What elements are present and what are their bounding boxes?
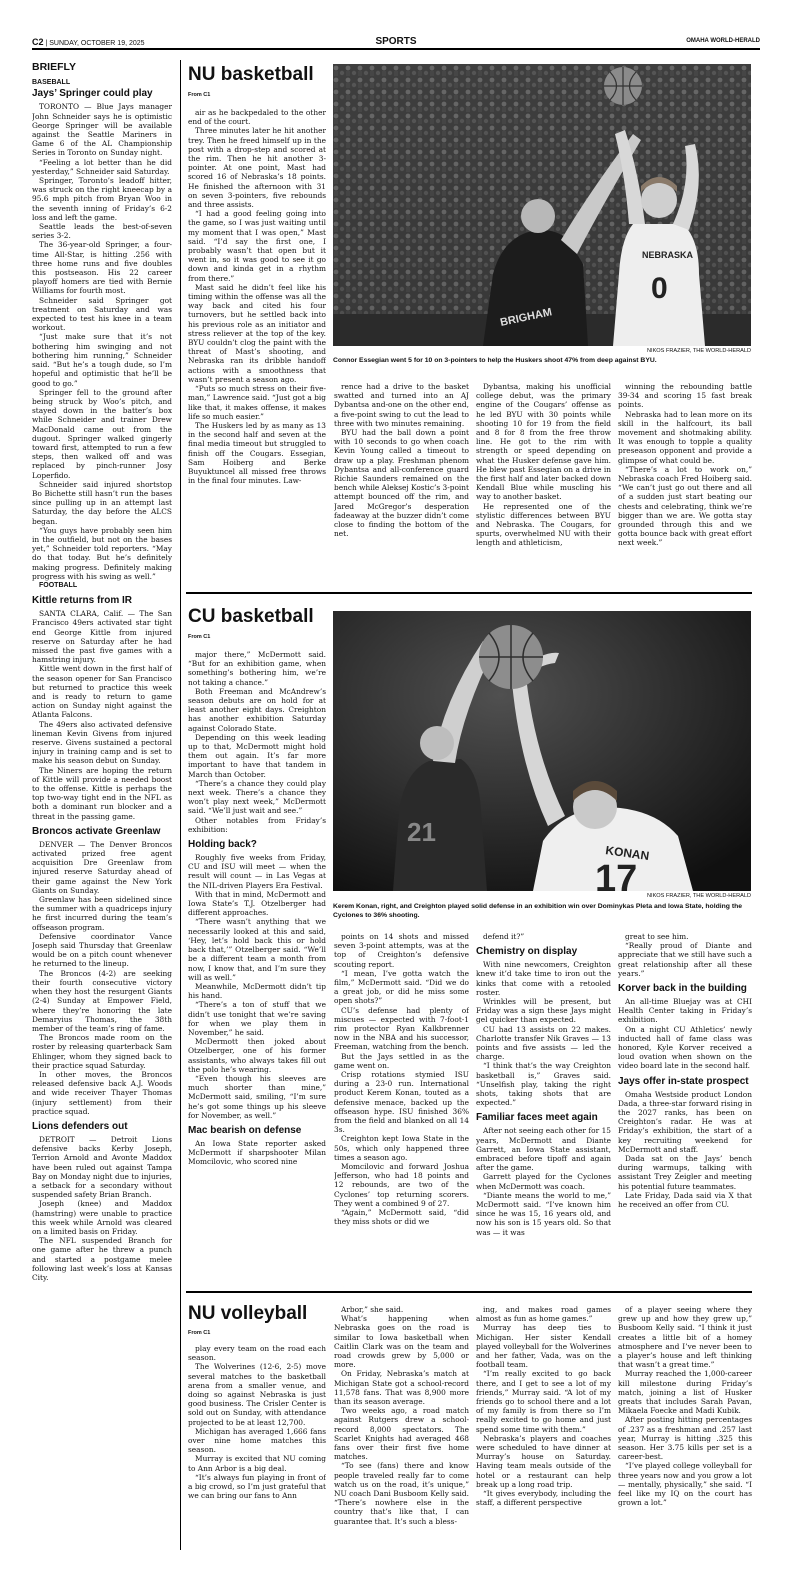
paragraph: After posting hitting percentages of .237 as a freshman and .257 last year, Murray is hitting .325 this season. Her 3.75 kills per set is a career-best. [618,1415,752,1462]
section-title-nu-basketball: NU basketball [188,64,314,85]
paragraph: play every team on the road each season. [188,1344,326,1363]
cu-bb-holding-back-text [188,853,326,1120]
paragraph: The Broncos made room on the roster by releasing quarterback Sam Ehlinger, whom they signed back to their practice squad Saturday. [32,1033,172,1070]
paragraph: The NFL suspended Branch for one game after he threw a punch and started a postgame melee following last week’s loss at Kansas City. [32,1236,172,1282]
paragraph: of a player seeing where they grew up and how they grew up,” Busboom Kelly said. “I think it just creates a little bit of a homey atmosphere and I’ve never been to a player’s house and left thinking that wasn’t a great time.” [618,1305,752,1370]
paragraph: McDermott then joked about Otzelberger, one of his former assistants, who always takes fill out the polo he’s wearing. [188,1037,326,1074]
paragraph: In other moves, the Broncos released defensive back A.J. Woods and wide receiver Thayer Thomas (injury settlement) from their practice squad. [32,1069,172,1116]
paragraph: great to see him. [625,932,689,941]
paragraph: Springer, Toronto’s leadoff hitter, was struck on the right kneecap by a 95.6 mph pitch from Bryan Woo in the seventh inning of Friday’s 6-2 loss and left the game. [32,176,172,222]
nu-bb-col1 [188,108,326,573]
paragraph: Both Freeman and McAndrew’s season debuts are on hold for at least another eight days. Creighton has another exhibition Saturday against Colorado State. [188,686,326,733]
paragraph: What’s happening when Nebraska goes on the road is similar to Iowa basketball when Caitlin Clark was on the team and road crowds grew by 5,000 or more. [334,1314,469,1370]
paragraph: air as he backpedaled to the other end of the court. [188,108,326,127]
headline-korver: Korver back in the building [618,983,747,995]
paragraph: On a night CU Athletics’ newly inducted hall of fame class was honored, Kyle Korver received a loud ovation when shown on the video board late in the second half. [618,1024,752,1071]
paragraph: Greenlaw has been sidelined since the summer with a quadriceps injury he first incurred during the team’s offseason program. [32,895,172,932]
paragraph: SANTA CLARA, Calif. — The San Francisco 49ers activated star tight end George Kittle from injured reserve on Saturday after he had missed the past five games with a hamstring injury. [32,609,172,665]
cu-bb-col1-intro [188,650,326,834]
paragraph: TORONTO — Blue Jays manager John Schneider says he is optimistic George Springer will be available against the Seattle Mariners in Game 6 of the AL Championship Series in Toronto on Sunday night. [32,102,172,158]
paragraph: “To see (fans) there and know people traveled really far to come watch us on the road, it’s unique,” NU coach Dani Busboom Kelly said. “There’s nowhere else in the country that’s like that, I can guarantee that. It’s such a bless- [334,1461,469,1526]
paragraph: “There’s a lot to work on,” Nebraska coach Fred Hoiberg said. “We can’t just go out there and all of a sudden just start beating our chests and celebrating, think we’re bigger than we are. We gotta stay grounded through this and we gotta bounce back with great effort next week.” [618,464,752,548]
paragraph: “I think that’s the way Creighton basketball is,” Graves said. “Unselfish play, taking the right shots, taking shots that are expected.” [476,1061,611,1108]
paragraph: The 49ers also activated defensive lineman Kevin Givens from injured reserve. Givens sustained a pectoral injury in training camp and is set to make his season debut on Sunday. [32,719,172,766]
headline-greenlaw: Broncos activate Greenlaw [32,825,161,837]
paragraph: Murray reached the 1,000-career kill milestone during Friday’s match, joining a list of Husker greats that includes Sarah Pavan, Mikaela Foecke and Madi Kubik. [618,1369,752,1416]
paragraph: With nine newcomers, Creighton knew it’d take time to iron out the kinks that come with a retooled roster. [476,960,611,997]
cu-bb-photo-caption: Kerem Konan, right, and Creighton played solid defense in an exhibition win over Dominykas Pleta and Iowa State, holding the Cyclones to 36% shooting. [333,903,743,919]
headline-mac-bearish: Mac bearish on defense [188,1124,302,1136]
paragraph: Creighton kept Iowa State in the 50s, which only happened three times a season ago. [334,1134,469,1162]
paragraph: Other notables from Friday’s exhibition: [188,815,326,834]
section-title-nu-volleyball: NU volleyball [188,1303,308,1324]
paragraph: “Puts so much stress on their five-man,” Lawrence said. “Just got a big like that, it makes offense, it makes life so much easier.” [188,384,326,421]
nu-bb-photo-caption: Connor Essegian went 5 for 10 on 3-pointers to help the Huskers shoot 47% from deep against BYU. [333,357,657,364]
paragraph: But the Jays settled in as the game went on. [334,1051,469,1070]
cu-bb-photo-credit: NIKOS FRAZIER, THE WORLD-HERALD [646,893,751,899]
from-c1-label-cu: From C1 [188,634,211,640]
paragraph: On Friday, Nebraska’s match at Michigan State got a school-record 11,578 fans. That was 8,900 more than its season average. [334,1369,469,1407]
headline-kittle: Kittle returns from IR [32,595,133,607]
konan-jersey-text: KONAN [604,843,651,864]
briefly-column [32,62,172,1548]
paragraph: CU had 13 assists on 22 makes. Charlotte transfer Nik Graves — 13 points and five assists — led the charge. [476,1024,611,1062]
paragraph: CU’s defense had plenty of miscues — expected with 7-foot-1 rim protector Ryan Kalkbrenner now in the NBA and his successor, Freeman, watching from the bench. [334,1005,469,1052]
paragraph: “Even though his sleeves are much shorter than mine,” McDermott said, smiling, “I’m sure he’s got some things up his sleeve for November, as well.” [188,1073,326,1120]
paragraph: Seattle leads the best-of-seven series 3-2. [32,222,172,241]
section-divider-1 [186,592,752,594]
paragraph: Crisp rotations stymied ISU during a 23-0 run. International product Kerem Konan, touted as a defensive menace, backed up the offseason hype. ISU finished 36% from the field and blanked on all 14 3s. [334,1070,469,1135]
nu-vb-col3 [476,1305,611,1548]
paragraph: points on 14 shots and missed seven 3-point attempts, was at the top of Creighton’s defensive scouting report. [334,932,469,969]
story-kittle [32,609,172,821]
paragraph: “I had a good feeling going into the game, so I was just waiting until my moment that I was open,” Mast said. “I’d say the first one, I probably wasn’t that open but it went in, so it was good to see it go down and kinda get in a rhythm from there.” [188,209,326,283]
cu-bb-col1 [188,650,326,1295]
paragraph: “There wasn’t anything that we necessarily looked at this and said, ‘Hey, let’s hold back this or hold back that,’” Otzelberger said. “We’ll be a different team a month from now, I know that, and I’m sure they will as well.” [188,917,326,982]
paragraph: Joseph (knee) and Maddox (hamstring) were unable to practice this week while Arnold was cleared on a limited basis on Friday. [32,1199,172,1236]
paragraph: “There’s a ton of stuff that we didn’t use tonight that we’re saving for when we play them in November,” he said. [188,1000,326,1037]
paragraph: Meanwhile, McDermott didn’t tip his hand. [188,981,326,1001]
kicker-baseball: BASEBALL [32,79,71,87]
cu-bb-mac-text [188,1139,326,1167]
headline-chemistry: Chemistry on display [476,946,578,958]
paragraph: Nebraska’s players and coaches were scheduled to have dinner at Murray’s house on Saturday. Having team meals outside of the hotel or a restaurant can help break up a long road trip. [476,1433,611,1489]
paragraph: Mast said he didn’t feel like his timing within the offense was all the way back and cited his four turnovers, but he settled back into his previous role as an initiator and stress reliever at the top of the key. BYU couldn’t clog the paint with the threat of Mast’s shooting, and Nebraska ran its dribble handoff actions with a smoothness that wasn’t present a season ago. [188,282,326,384]
paragraph: ing, and makes road games almost as fun as home games.” [476,1305,611,1324]
story-lions [32,1135,172,1282]
paragraph: Omaha Westside product London Dada, a three-star forward rising in the 2027 ranks, has been on Creighton’s radar. He was at Friday’s exhibition, the start of a key recruiting weekend for McDermott and staff. [618,1089,752,1154]
briefly-title: BRIEFLY [32,62,76,73]
nu-bb-col2 [334,382,469,574]
paragraph: Schneider said injured shortstop Bo Bichette still hasn’t run the bases since pulling up in an attempt last Saturday, the day before the ALCS began. [32,479,172,526]
nu-bb-col4 [618,382,752,574]
from-c1-label: From C1 [188,92,211,98]
cu-bb-col3-intro [476,932,611,941]
paragraph: The Niners are hoping the return of Kittle will provide a needed boost to the offense. Kittle is perhaps the top two-way tight end in the NFL as both a dominant run blocker and a threat in the passing game. [32,765,172,821]
nu-vb-col2 [334,1305,469,1548]
paragraph: “I’m really excited to go back there, and I get to see a lot of my friends,” Murray said. “A lot of my friends go to school there and a lot of my family is from there so I’m really excited to go home and just spend some time with them.” [476,1369,611,1434]
paragraph: An Iowa State reporter asked McDermott if sharpshooter Milan Momcilovic, who scored nine [188,1138,326,1167]
paragraph: Late Friday, Dada said via X that he received an offer from CU. [618,1190,752,1210]
paragraph: “Really proud of Diante and appreciate that we still have such a great relationship after all these years.” [618,941,752,978]
section-title-cu-basketball: CU basketball [188,606,314,627]
cu-bb-col4-intro [618,932,752,978]
paragraph: Momcilovic and forward Joshua Jefferson, who had 18 points and 12 rebounds, are two of the Cyclones’ top returning scorers. They went a combined 9 of 27. [334,1162,469,1208]
paragraph: Roughly five weeks from Friday, CU and ISU will meet — when the result will count — in Las Vegas at the NIL-driven Players Era Festival. [188,853,326,890]
paper-name: OMAHA WORLD-HERALD [686,38,760,44]
paragraph: Defensive coordinator Vance Joseph said Thursday that Greenlaw would be on a pitch count whenever he returned to the lineup. [32,931,172,969]
paragraph: Michigan has averaged 1,666 fans over nine home matches this season. [188,1426,326,1455]
paragraph: Springer fell to the ground after being struck by Woo’s pitch, and stayed down in the batter’s box while Schneider and trainer Drew MacDonald came out from the dugout. Springer walked gingerly toward first, attempted to run a few steps, then walked off and was replaced by pinch-runner Josy Loperfido. [32,387,172,480]
paragraph: “It’s always fun playing in front of a big crowd, so I’m just grateful that we can bring our fans to Ann [188,1472,326,1501]
paragraph: rence had a drive to the basket swatted and turned into an AJ Dybantsa and-one on the other end, a five-point swing to cut the lead to three with two minutes remaining. [334,382,469,428]
headline-familiar-faces: Familiar faces meet again [476,1112,598,1124]
paragraph: winning the rebounding battle 39-34 and scoring 15 fast break points. [618,382,752,410]
column-divider [180,60,181,1550]
nu-bb-photo-credit: NIKOS FRAZIER, THE WORLD-HERALD [646,348,751,354]
nu-bb-photo-art [333,64,751,346]
cu-bb-col4 [618,932,752,1295]
nu-vb-col1 [188,1344,326,1548]
cu-bb-korver-text [618,997,752,1071]
paragraph: “Diante means the world to me,” McDermott said. “I’ve known him since he was 15, 16 years old, and now his son is 15 years old. So that was — it was [476,1190,611,1237]
paragraph: Dada sat on the Jays’ bench during warmups, talking with assistant Trey Zeigler and meeting his potential future teammates. [618,1154,752,1191]
headline-holding-back: Holding back? [188,839,257,851]
page-header [32,36,760,50]
story-greenlaw [32,840,172,1116]
paragraph: Murray is excited that NU coming to Ann Arbor is a big deal. [188,1454,326,1473]
nu-bb-photo [333,64,751,346]
opponent-jersey-number: 21 [407,817,436,847]
cu-bb-chemistry-text [476,960,611,1107]
paragraph: “I mean, I’ve gotta watch the film,” McDermott said. “Did we do a great job, or did he miss some open shots?” [334,968,469,1006]
paragraph: Two weeks ago, a road match against Rutgers drew a school-record 8,000 spectators. The Scarlet Knights had averaged 468 fans over their first five home matches. [334,1406,469,1462]
paragraph: major there,” McDermott said. “But for an exhibition game, when something’s bothering him, we’re not taking a chance.” [188,650,326,687]
paragraph: “Feeling a lot better than he did yesterday,” Schneider said Saturday. [32,157,172,176]
paragraph: The Huskers led by as many as 13 in the second half and seven at the final media timeout but struggled to finish off the Cougars. Essegian, Sam Hoiberg and Berke Buyuktuncel all missed free throws in the final four minutes. Law- [188,420,326,486]
paragraph: Wrinkles will be present, but Friday was a sign these Jays might gel quicker than expected. [476,997,611,1025]
konan-jersey-number: 17 [595,858,638,891]
cu-bb-jays-offer-text [618,1090,752,1210]
headline-lions: Lions defenders out [32,1120,128,1132]
player-jersey-text: NEBRASKA [642,250,694,260]
paragraph: He represented one of the stylistic differences between BYU and Nebraska. The Cougars, for spurts, overwhelmed NU with their length and athleticism, [476,501,611,548]
player-jersey-number: 0 [651,272,668,305]
paragraph: After not seeing each other for 15 years, McDermott and Diante Garrett, an Iowa State assistant, embraced before tipoff and again after the game. [476,1126,611,1173]
paragraph: Arbor,” she said. [341,1305,404,1314]
paragraph: Schneider said Springer got treatment on Saturday and was expected to test his knee in a team workout. [32,295,172,333]
section-divider-2 [186,1291,752,1293]
headline-jays-offer: Jays offer in-state prospect [618,1075,749,1087]
paragraph: Dybantsa, making his unofficial college debut, was the primary engine of the Cougars’ offense as he led BYU with 30 points while shooting 10 for 19 from the field and 8 for 8 from the free throw line. He got to the rim with strength or speed depending on what the Husker defense gave him. He blew past Essegian on a drive in the first half and later backed down Kendall Blue while muscling his way to another basket. [476,382,611,502]
paragraph: Nebraska had to lean more on its skill in the halfcourt, its ball movement and shotmaking ability. It was enough to topple a quality preseason opponent and provide a glimpse of what could be. [618,409,752,465]
nu-bb-col3 [476,382,611,574]
cu-bb-photo-art [333,611,751,891]
cu-bb-col2 [334,932,469,1295]
paragraph: “There’s a chance they could play next week. There’s a chance they won’t play next week,” McDermott said. “We’ll just wait and see.” [188,778,326,816]
kicker-football: FOOTBALL [39,581,78,589]
cu-bb-col3 [476,932,611,1295]
paragraph: “It gives everybody, including the staff, a different perspective [476,1489,611,1508]
cu-bb-familiar-text [476,1126,611,1236]
paragraph: Kittle went down in the first half of the season opener for San Francisco but returned to practice this week and is ready to return to game action on Sunday night against the Atlanta Falcons. [32,664,172,720]
story-springer [32,102,172,581]
nu-vb-col4 [618,1305,752,1548]
paragraph: defend it?” [483,932,525,941]
from-c1-label-vb: From C1 [188,1330,211,1336]
paragraph: DETROIT — Detroit Lions defensive backs Kerby Joseph, Terrion Arnold and Avonte Maddox have been ruled out against Tampa Bay on Monday night due to injuries, a setback for a secondary without suspended safety Brian Branch. [32,1134,172,1200]
paragraph: The Broncos (4-2) are seeking their fourth consecutive victory when they host the resurgent Giants (2-4) Sunday at Empower Field, where they’re honoring the late Demaryius Thomas, the 38th member of the team’s ring of fame. [32,968,172,1033]
paragraph: “You guys have probably seen him in the outfield, but not on the bases yet,” Schneider told reporters. “May do that today. But he’s definitely making progress. Definitely making progress with his swing as well.” [32,525,172,581]
paragraph: “Just make sure that it’s not bothering him swinging and not bothering him running,” Schneider said. “But he’s a tough dude, so I’m hopeful and optimistic that he’ll be good to go.” [32,332,172,388]
page-number-date: C2 | SUNDAY, OCTOBER 19, 2025 [32,37,145,47]
opponent-jersey-text: BRIGHAM [499,306,554,329]
paragraph: Depending on this week leading up to that, McDermott might hold them out again. It’s far more important to have that tandem in March than October. [188,732,326,779]
paragraph: Garrett played for the Cyclones when McDermott was coach. [476,1172,611,1191]
paragraph: DENVER — The Denver Broncos activated prized free agent acquisition Dre Greenlaw from injured reserve Saturday ahead of their game against the New York Giants on Sunday. [32,839,172,895]
paragraph: With that in mind, McDermott and Iowa State’s T.J. Otzelberger had different approaches. [188,889,326,918]
paragraph: An all-time Bluejay was at CHI Health Center taking in Friday’s exhibition. [618,997,752,1025]
cu-bb-photo [333,611,751,891]
paragraph: Murray has deep ties to Michigan. Her sister Kendall played volleyball for the Wolverines and her father, Vada, was on the football team. [476,1323,611,1370]
headline-springer: Jays’ Springer could play [32,88,153,100]
paragraph: BYU had the ball down a point with 10 seconds to go when coach Kevin Young called a timeout to draw up a play. Freshman phenom Dybantsa and all-conference guard Richie Saunders remained on the bench while Aleksej Kostic’s 3-point attempt bounced off the rim, and Jared McGregor’s desperation fadeaway at the buzzer didn’t come close to finding the bottom of the net. [334,428,469,539]
paragraph: The 36-year-old Springer, a four-time All-Star, is hitting .256 with three home runs and five doubles this postseason. His 22 career playoff homers are tied with Bernie Williams for fourth most. [32,240,172,296]
section-name: SPORTS [375,36,417,47]
paragraph: “Again,” McDermott said, “did they miss shots or did we [334,1208,469,1227]
paragraph: The Wolverines (12-6, 2-5) move several matches to the basketball arena from a smaller venue, and doing so against Nebraska is just good business. The Crisler Center is sold out on Sunday, with attendance projected to be at least 12,700. [188,1362,326,1427]
paragraph: “I’ve played college volleyball for three years now and you grow a lot — mentally, physically,” she said. “I feel like my IQ on the court has grown a lot.” [618,1461,752,1508]
paragraph: Three minutes later he hit another trey. Then he freed himself up in the post with a drop-step and scored at the rim. Then he hit another 3-pointer. At one point, Mast had scored 16 of Nebraska’s 18 points. He finished the afternoon with 31 on seven 3-pointers, five rebounds and three assists. [188,126,326,210]
